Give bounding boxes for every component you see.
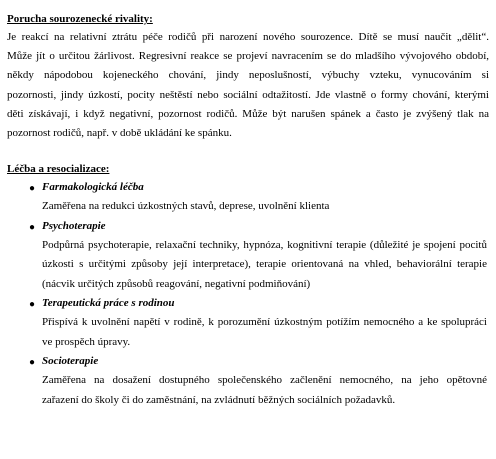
paragraph-line: někdy nápodobou kojeneckého chování, jindy neposlušností, výbuchy vzteku, vynucováním si [7,69,489,82]
list-item-title: Terapeutická práce s rodinou [42,297,175,310]
list-item-line: ve prospěch úpravy. [42,335,131,348]
paragraph-line: Je reakcí na relativní ztrátu péče rodičů při narození nového sourozence. Dítě se musí naučit „dělit“. [7,31,489,43]
list-item-body [42,371,489,410]
list-item-line: Zaměřena na dosažení dostupného společenského začlenění nemocného, na jeho opětovné [42,374,487,387]
sibling-rivalry-paragraph [7,28,489,143]
list-item-body [42,197,489,217]
section-heading-sibling-rivalry: Porucha sourozenecké rivality: [7,13,153,25]
paragraph-line: pozornosti, jindy úzkostí, pocity neštěstí nebo sociální odtažitostí. Jde vlastně o formy chování, kterými [7,88,489,101]
bullet-icon: ● [29,183,36,195]
list-item-line: Přispívá k uvolnění napětí v rodině, k porozumění úzkostným potížím nemocného a ke spolupráci [42,316,487,329]
list-item [7,217,489,295]
list-item-title: Psychoterapie [42,219,106,232]
document-page [7,12,489,410]
section-spacer [7,143,489,162]
list-item-title: Farmakologická léčba [42,181,144,194]
list-item-line: úzkosti s určitými způsoby její interpretace), terapie orientovaná na vhled, behaviorální terapie [42,258,487,271]
bullet-icon: ● [29,357,36,369]
paragraph-line: pozornost rodičů, např. v době ukládání ke spánku. [7,127,232,140]
bullet-icon: ● [29,221,36,233]
list-item-line: Podpůrná psychoterapie, relaxační techniky, hypnóza, kognitivní terapie (důležité je spojení pocitů [42,238,487,251]
paragraph-line: Může jít o určitou žárlivost. Regresivní reakce se projeví navracením se do mladšího vývojového období, [7,50,489,63]
list-item-body [42,236,489,295]
list-item-body [42,313,489,352]
paragraph-line: děti získávají, i když negativní, pozornost rodičů. Může být narušen spánek a často je zvýšený tlak na [7,107,489,120]
treatment-list [7,178,489,410]
list-item-line: zařazení do školy či do zaměstnání, na zvládnutí běžných sociálních požadavků. [42,393,396,406]
list-item [7,178,489,217]
list-item [7,352,489,410]
list-item-line: (nácvik určitých způsobů reagování, negativní podmiňování) [42,277,311,290]
list-item [7,294,489,352]
section-heading-treatment: Léčba a resocializace: [7,163,110,176]
list-item-line: Zaměřena na redukci úzkostných stavů, deprese, uvolnění klienta [42,200,330,213]
bullet-icon: ● [29,299,36,311]
list-item-title: Socioterapie [42,355,99,368]
